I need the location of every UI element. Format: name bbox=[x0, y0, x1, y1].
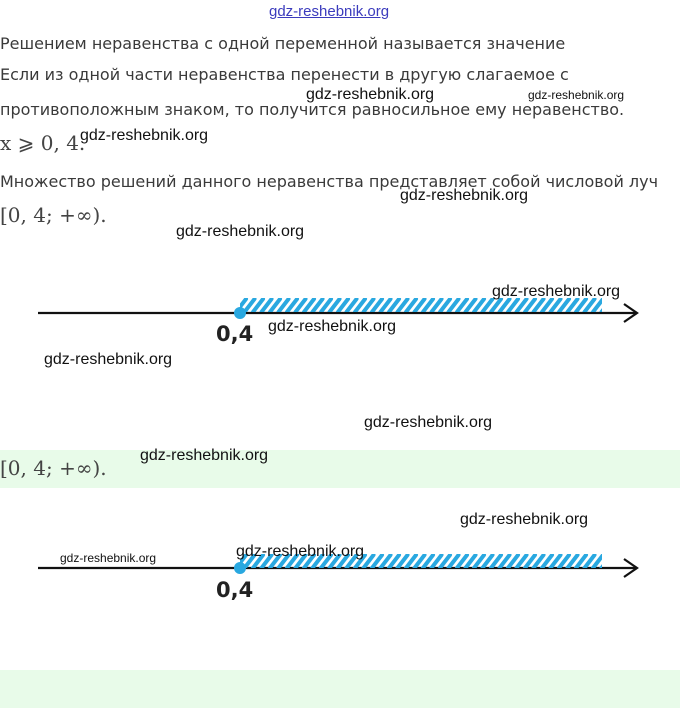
inequality-formula: x ⩾ 0, 4. bbox=[0, 131, 86, 155]
answer-ray-formula: [0, 4; +∞). bbox=[0, 456, 107, 480]
ray-formula: [0, 4; +∞). bbox=[0, 203, 107, 227]
definition-text: Решением неравенства с одной переменной называется значение bbox=[0, 34, 566, 53]
answer-band-bottom bbox=[0, 670, 680, 708]
watermark: gdz-reshebnik.org bbox=[80, 127, 209, 144]
watermark: gdz-reshebnik.org bbox=[400, 187, 529, 204]
watermark: gdz-reshebnik.org bbox=[44, 351, 173, 368]
watermark: gdz-reshebnik.org bbox=[140, 447, 269, 464]
watermark: gdz-reshebnik.org bbox=[176, 223, 305, 240]
hatch-stroke bbox=[602, 555, 612, 568]
watermark: gdz-reshebnik.org bbox=[60, 551, 157, 565]
transfer-rule-line1: Если из одной части неравенства перенести в другую слагаемое с bbox=[0, 65, 569, 84]
point-label: 0,4 bbox=[216, 322, 254, 346]
answer-point-label: 0,4 bbox=[216, 578, 254, 602]
watermark: gdz-reshebnik.org bbox=[364, 414, 493, 431]
closed-point bbox=[234, 562, 246, 574]
watermark: gdz-reshebnik.org bbox=[460, 511, 589, 528]
solution-set-text: Множество решений данного неравенства представляет собой числовой луч bbox=[0, 172, 659, 191]
hatch-stroke bbox=[610, 555, 620, 568]
watermark: gdz-reshebnik.org bbox=[492, 283, 621, 300]
watermark: gdz-reshebnik.org bbox=[268, 318, 397, 335]
closed-point bbox=[234, 307, 246, 319]
transfer-rule-line2: противоположным знаком, то получится равносильное ему неравенство. bbox=[0, 100, 625, 119]
watermark: gdz-reshebnik.org bbox=[306, 86, 435, 103]
watermark: gdz-reshebnik.org bbox=[236, 543, 365, 560]
watermark: gdz-reshebnik.org bbox=[528, 88, 625, 102]
watermark-top: gdz-reshebnik.org bbox=[269, 3, 390, 20]
